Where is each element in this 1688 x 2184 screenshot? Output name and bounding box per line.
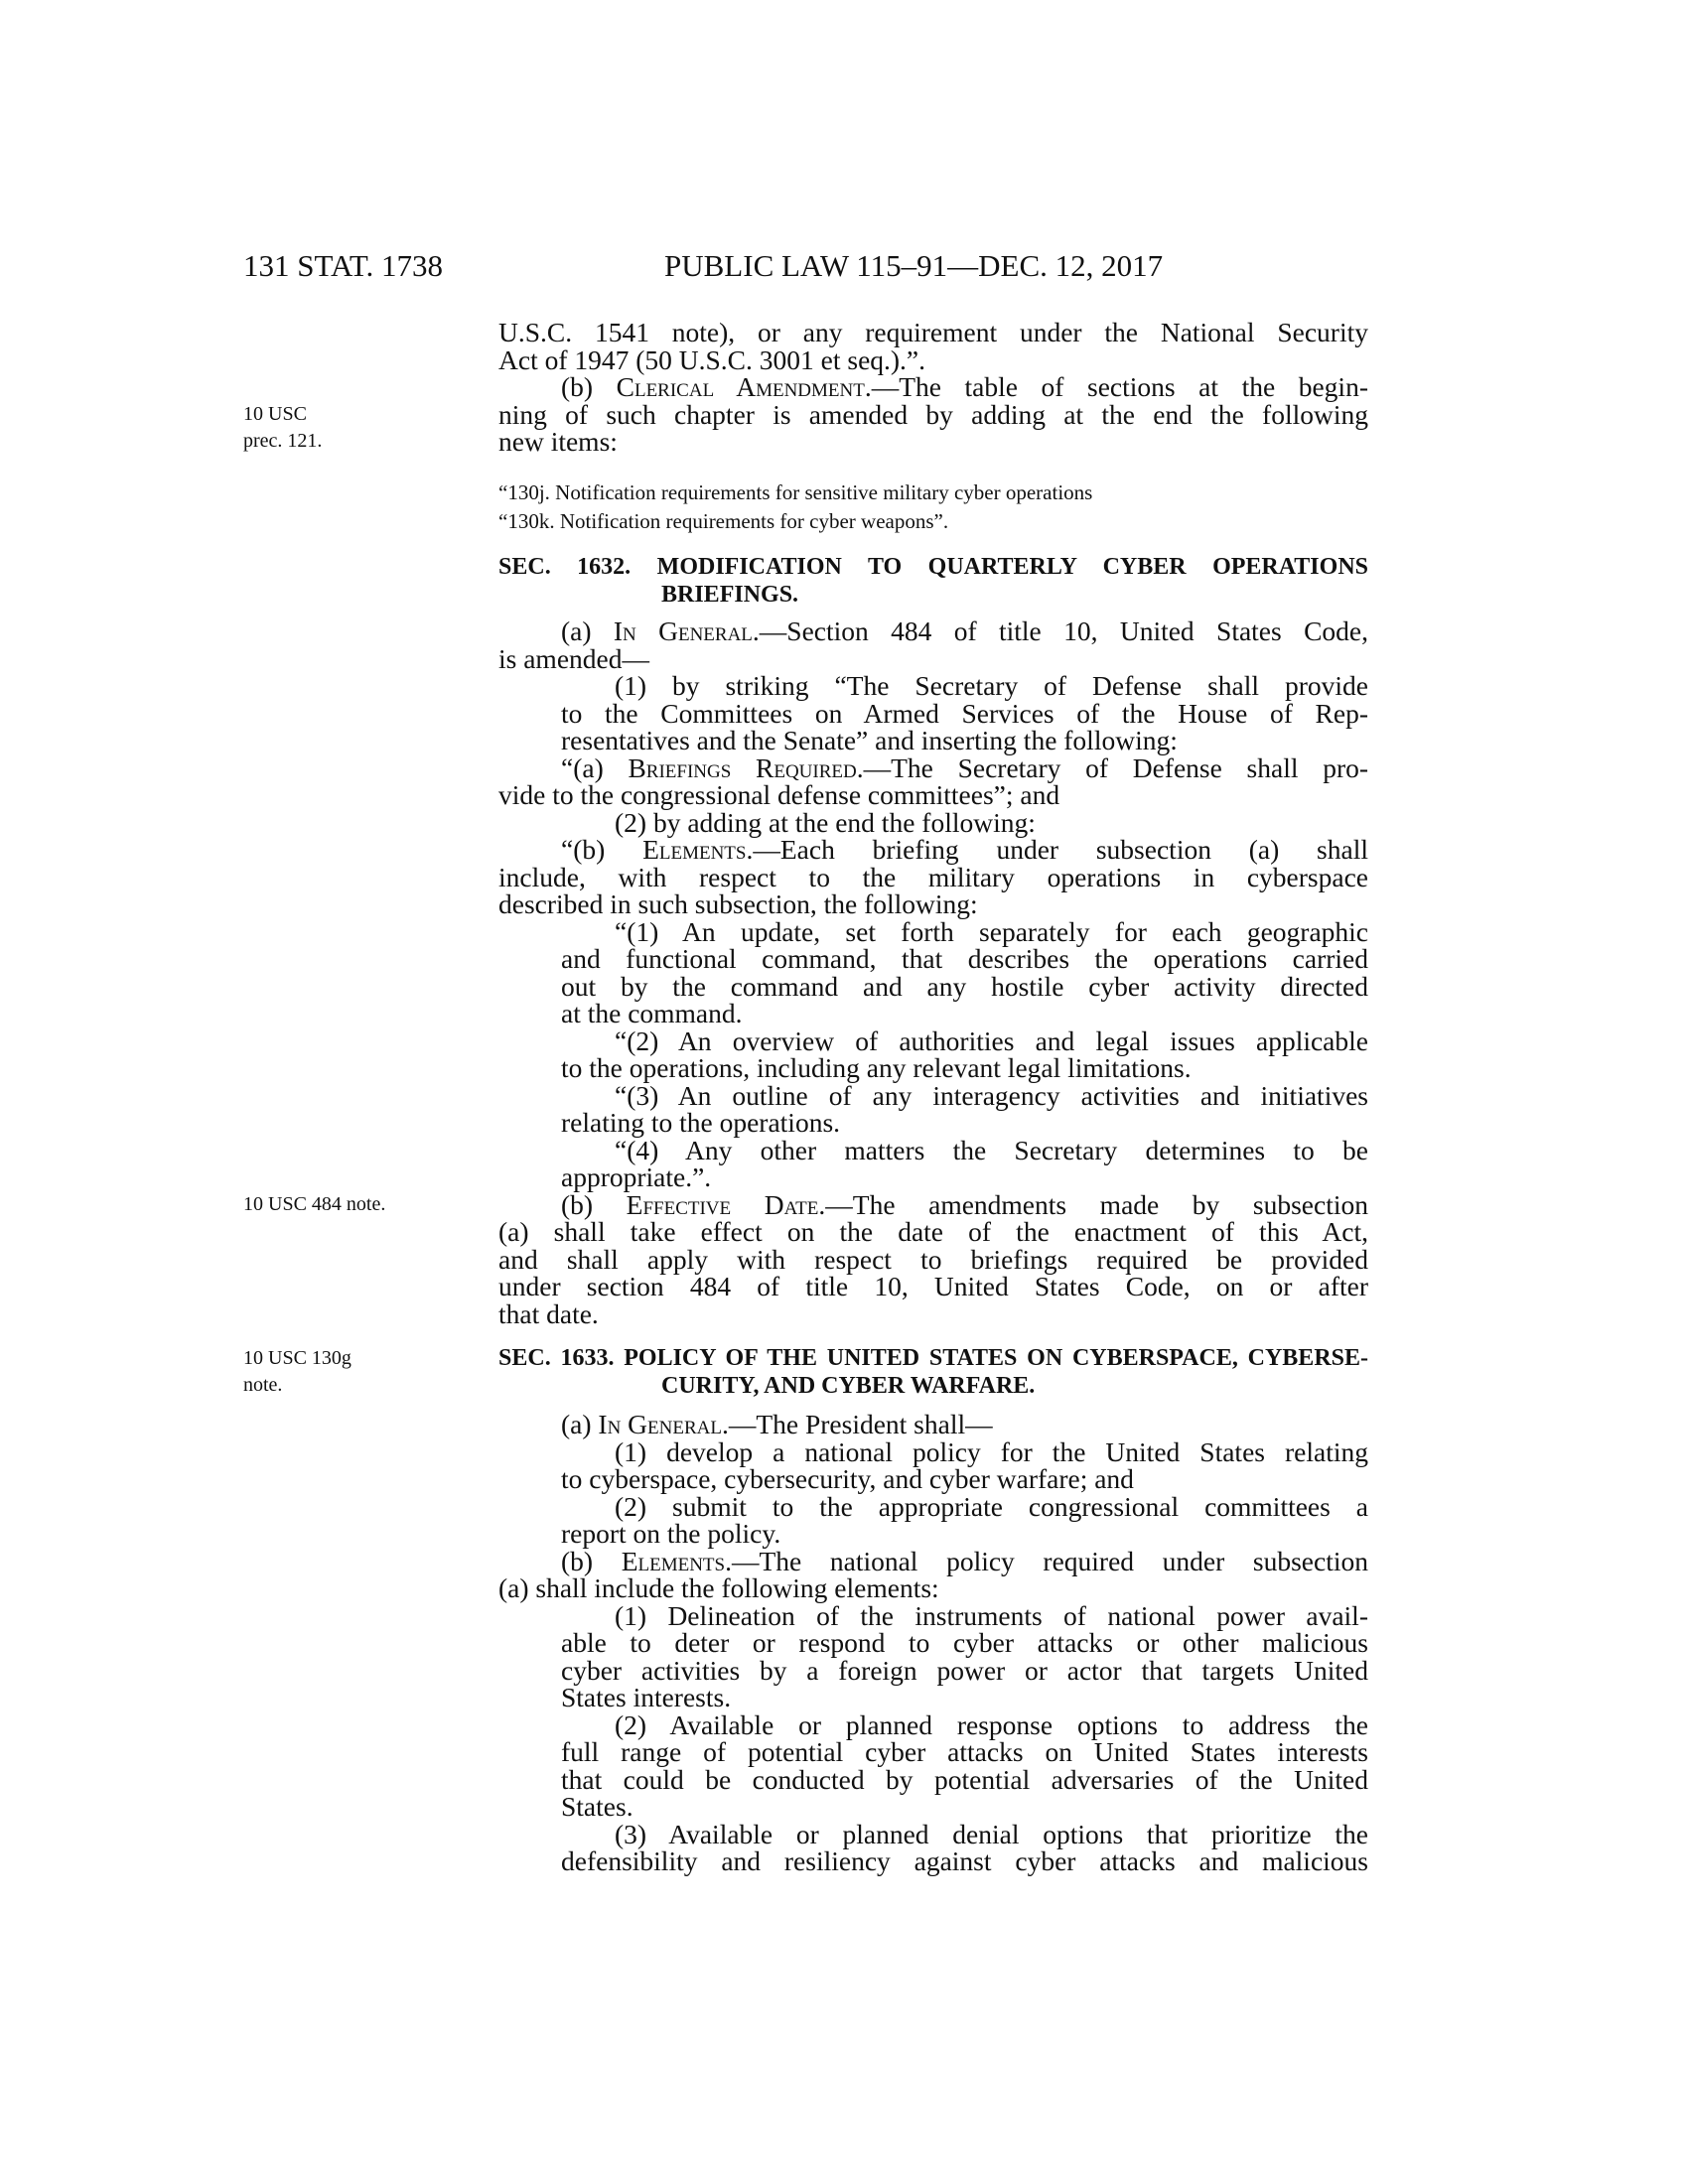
text-line: that date. bbox=[498, 1297, 599, 1329]
text-line: include, with respect to the military operations in cyberspace bbox=[498, 861, 1368, 892]
margin-note-484 bbox=[243, 1191, 385, 1218]
table-of-sections-items bbox=[498, 478, 1092, 536]
text-line: (a) shall take effect on the date of the enactment of this Act, bbox=[498, 1216, 1368, 1247]
text-line bbox=[498, 617, 1368, 645]
subsection-text: .—Each briefing under subsection (a) shall bbox=[746, 834, 1368, 865]
subsection-heading: Effective Date bbox=[626, 1188, 819, 1220]
text-line: U.S.C. 1541 note), or any requirement under the National Security bbox=[498, 317, 1368, 347]
text-line: at the command. bbox=[561, 998, 743, 1028]
text-line bbox=[498, 1411, 1368, 1438]
text-line: and functional command, that describes the operations carried bbox=[561, 943, 1368, 974]
text-line bbox=[498, 836, 1368, 864]
text-line: described in such subsection, the following: bbox=[498, 888, 978, 919]
text-line: resentatives and the Senate” and inserting the following: bbox=[561, 725, 1178, 755]
subsection-heading: Briefings Required bbox=[628, 751, 857, 783]
subsection-heading: Elements bbox=[621, 1545, 726, 1576]
subsection-heading: In General bbox=[613, 615, 753, 646]
running-header: PUBLIC LAW 115–91—DEC. 12, 2017 bbox=[664, 248, 1164, 283]
margin-note-line: 10 USC 484 note. bbox=[243, 1193, 386, 1215]
text-line bbox=[498, 751, 1369, 783]
text-line: “(3) An outline of any interagency activities and initiatives bbox=[615, 1079, 1368, 1111]
body-block-section-1633 bbox=[498, 1411, 1368, 1875]
text-line: “(1) An update, set forth separately for each geographic bbox=[615, 915, 1368, 947]
subsection-text: .—The President shall— bbox=[721, 1409, 993, 1439]
body-block-section-1632 bbox=[498, 617, 1368, 1327]
margin-note-130g bbox=[243, 1345, 352, 1399]
section-heading-line: SEC. 1632. MODIFICATION TO QUARTERLY CYBER OPERATIONS bbox=[498, 554, 1368, 580]
subsection-heading: In General bbox=[598, 1409, 722, 1439]
subsection-text: .—Section 484 of title 10, United States Code, bbox=[752, 615, 1368, 646]
text-line: that could be conducted by potential adversaries of the United bbox=[561, 1763, 1368, 1795]
text-line: new items: bbox=[498, 426, 618, 457]
subsection-text: .—The Secretary of Defense shall pro- bbox=[856, 751, 1369, 783]
margin-note-line: note. bbox=[243, 1374, 283, 1396]
text-line: Act of 1947 (50 U.S.C. 3001 et seq.).”. bbox=[498, 343, 926, 375]
subsection-text: .—The national policy required under subsection bbox=[725, 1545, 1368, 1576]
section-1633-heading bbox=[498, 1345, 1368, 1400]
text-line bbox=[498, 373, 1368, 401]
text-line: ning of such chapter is amended by adding at the end the following bbox=[498, 398, 1368, 430]
text-line: States interests. bbox=[561, 1682, 732, 1712]
subsection-text: .—The amendments made by subsection bbox=[818, 1188, 1368, 1220]
subsection-number: (b) bbox=[561, 1545, 622, 1576]
margin-note-line: 10 USC bbox=[243, 403, 307, 425]
section-heading-line: BRIEFINGS. bbox=[661, 581, 799, 608]
subsection-number: (a) bbox=[561, 1409, 599, 1439]
text-line: (a) shall include the following elements: bbox=[498, 1572, 939, 1603]
subsection-heading: Elements bbox=[642, 834, 747, 865]
text-line: is amended— bbox=[498, 642, 649, 674]
text-line: under section 484 of title 10, United States Code, on or after bbox=[498, 1271, 1368, 1301]
toc-item-130k: “130k. Notification requirements for cyber weapons”. bbox=[498, 509, 949, 533]
text-line: (1) develop a national policy for the United States relating bbox=[615, 1435, 1368, 1467]
text-line: (2) submit to the appropriate congressional committees a bbox=[615, 1490, 1368, 1522]
subsection-number: (b) bbox=[561, 371, 617, 402]
text-line: (2) by adding at the end the following: bbox=[615, 806, 1036, 838]
text-line: defensibility and resiliency against cyber attacks and malicious bbox=[561, 1845, 1368, 1876]
section-heading-line: CURITY, AND CYBER WARFARE. bbox=[661, 1372, 1036, 1399]
text-line: and shall apply with respect to briefings required be provided bbox=[498, 1243, 1368, 1275]
text-line: vide to the congressional defense committees”; and bbox=[498, 779, 1060, 810]
margin-note-prec-121 bbox=[243, 401, 322, 455]
text-line: States. bbox=[561, 1791, 633, 1822]
text-line: report on the policy. bbox=[561, 1518, 781, 1549]
subsection-number: “(b) bbox=[561, 834, 643, 865]
text-line bbox=[498, 1545, 1368, 1576]
text-line: (3) Available or planned denial options that prioritize the bbox=[615, 1818, 1368, 1849]
margin-note-line: prec. 121. bbox=[243, 430, 323, 452]
text-line: (1) by striking “The Secretary of Defense shall provide bbox=[615, 670, 1368, 701]
section-1632-heading bbox=[498, 554, 1368, 609]
page-stat-citation: 131 STAT. 1738 bbox=[243, 248, 444, 283]
text-line: to the Committees on Armed Services of the House of Rep- bbox=[561, 697, 1368, 729]
body-block-1 bbox=[498, 319, 1368, 456]
text-line: (1) Delineation of the instruments of national power avail- bbox=[615, 1599, 1368, 1631]
subsection-number: (b) bbox=[561, 1188, 627, 1220]
text-line: out by the command and any hostile cyber activity directed bbox=[561, 970, 1368, 1002]
text-line: cyber activities by a foreign power or actor that targets United bbox=[561, 1654, 1368, 1686]
text-line: full range of potential cyber attacks on United States interests bbox=[561, 1736, 1368, 1767]
text-line: relating to the operations. bbox=[561, 1107, 841, 1138]
subsection-text: .—The table of sections at the begin- bbox=[864, 371, 1368, 402]
text-line: able to deter or respond to cyber attacks or other malicious bbox=[561, 1627, 1368, 1658]
subsection-number: “(a) bbox=[561, 751, 629, 783]
section-heading-line: SEC. 1633. POLICY OF THE UNITED STATES ON CYBERSPACE, CYBERSE- bbox=[498, 1345, 1368, 1371]
subsection-heading: Clerical Amendment bbox=[616, 371, 865, 402]
text-line: (2) Available or planned response options to address the bbox=[615, 1708, 1368, 1740]
text-line: to cyberspace, cybersecurity, and cyber warfare; and bbox=[561, 1463, 1134, 1494]
text-line: appropriate.”. bbox=[561, 1161, 712, 1192]
margin-note-line: 10 USC 130g bbox=[243, 1347, 352, 1369]
text-line bbox=[498, 1188, 1368, 1220]
toc-item-130j: “130j. Notification requirements for sensitive military cyber operations bbox=[498, 480, 1093, 504]
text-line: “(4) Any other matters the Secretary determines to be bbox=[615, 1134, 1368, 1165]
subsection-number: (a) bbox=[561, 615, 614, 646]
text-line: to the operations, including any relevant legal limitations. bbox=[561, 1052, 1192, 1083]
text-line: “(2) An overview of authorities and legal issues applicable bbox=[615, 1024, 1368, 1056]
